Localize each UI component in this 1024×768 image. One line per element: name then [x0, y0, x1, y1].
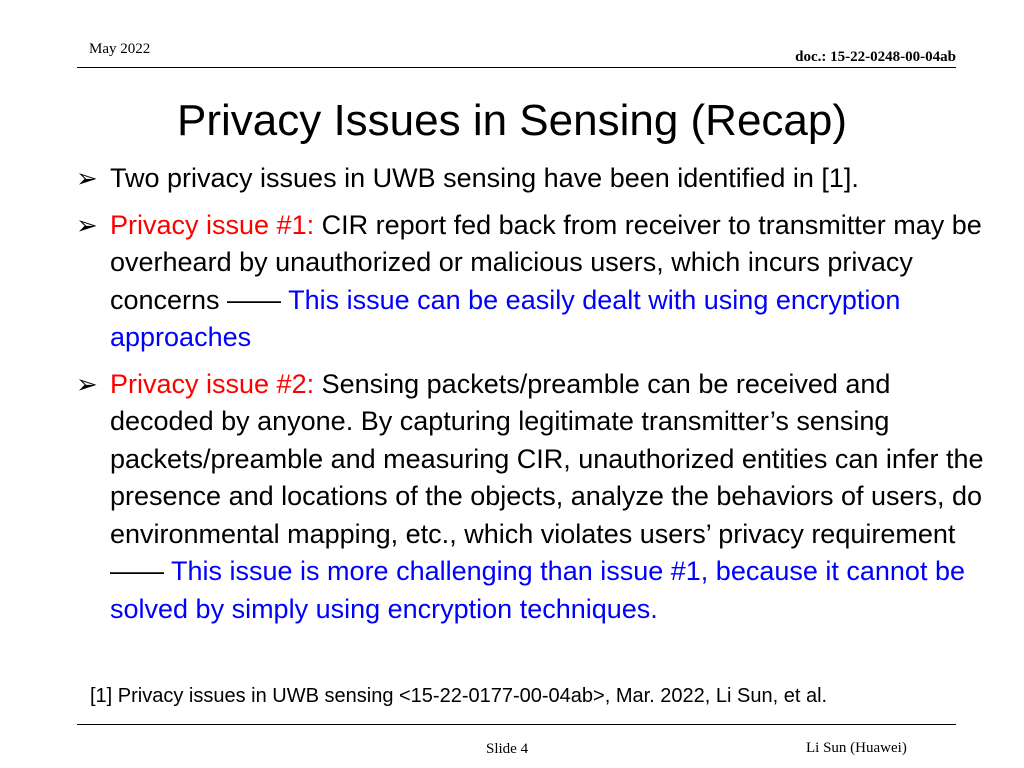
footnote: [1] Privacy issues in UWB sensing <15-22-0177-00-04ab>, Mar. 2022, Li Sun, et al.: [90, 685, 828, 707]
bullet-list: [76, 160, 996, 637]
bullet-item-3: [76, 366, 996, 629]
bullet-label: Privacy issue #1:: [110, 209, 322, 240]
bullet-text: Two privacy issues in UWB sensing have been identified in [1].: [110, 163, 859, 193]
header-rule: [77, 67, 956, 68]
bullet-label: Privacy issue #2:: [110, 368, 322, 399]
bullet-item-2: [76, 207, 996, 357]
arrow-bullet-icon: ➢: [76, 163, 98, 193]
bullet-item-1: [76, 160, 996, 198]
slide-title: Privacy Issues in Sensing (Recap): [176, 96, 848, 145]
footer-rule: [77, 724, 956, 725]
footer-author: Li Sun (Huawei): [806, 740, 907, 756]
header-doc-id: doc.: 15-22-0248-00-04ab: [795, 49, 956, 65]
slide-number: Slide 4: [486, 741, 529, 757]
bullet-highlight: This issue is more challenging than issue #1, because it cannot be solved by simply using encryption techniques.: [110, 556, 965, 624]
arrow-bullet-icon: ➢: [76, 368, 98, 399]
bullet-text: Sensing packets/preamble can be received and decoded by anyone. By capturing legitimate transmitter’s sensing packets/preamble and measuring CIR, unauthorized entities can infer the presence and locations of the objects, analyze the behaviors of users, do environmental mapping, etc., which violates users’ privacy requirement ——: [110, 368, 984, 586]
bullet-highlight: This issue can be easily dealt with using encryption approaches: [110, 284, 901, 352]
bullet-text: CIR report fed back from receiver to transmitter may be overheard by unauthorized or malicious users, which incurs privacy concerns ——: [110, 209, 982, 315]
header-date: May 2022: [89, 41, 151, 57]
arrow-bullet-icon: ➢: [76, 209, 98, 240]
